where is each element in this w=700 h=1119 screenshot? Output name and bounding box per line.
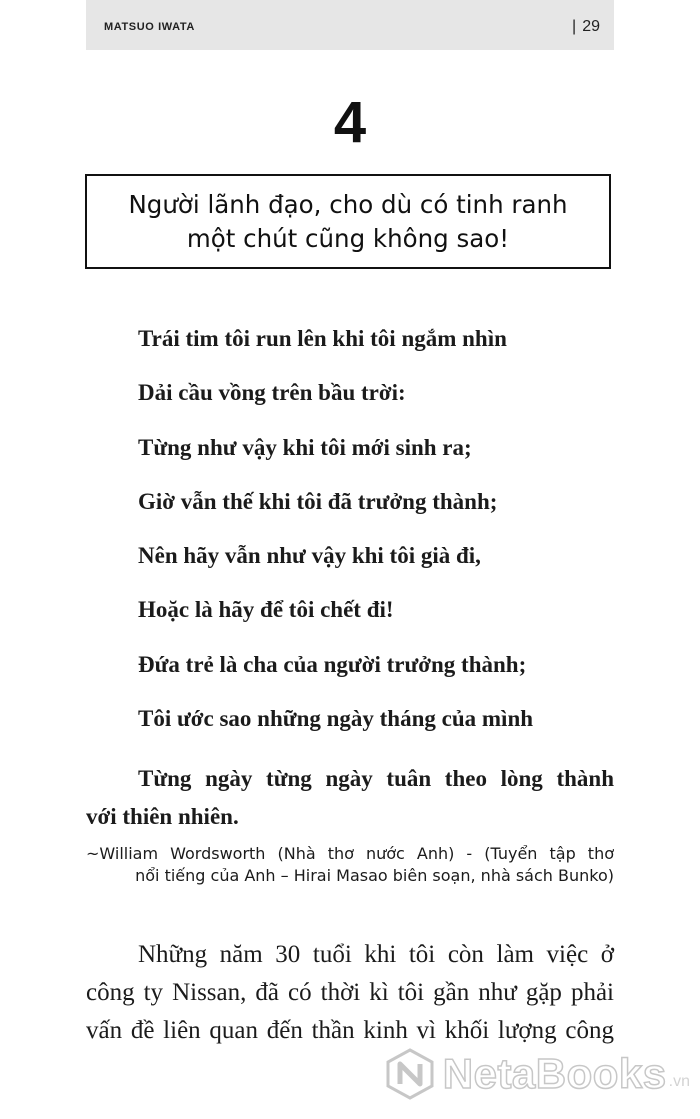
poem-line: Tôi ước sao những ngày tháng của mình bbox=[138, 706, 534, 732]
neta-n-hexagon-icon bbox=[383, 1047, 437, 1101]
body-line: công ty Nissan, đã có thời kì tôi gần như gặp phải bbox=[86, 979, 614, 1006]
poem-line: Trái tim tôi run lên khi tôi ngắm nhìn bbox=[138, 326, 507, 351]
netabooks-watermark bbox=[383, 1047, 690, 1101]
watermark-brand: NetaBooks bbox=[442, 1050, 667, 1097]
poem-line: Hoặc là hãy để tôi chết đi! bbox=[138, 597, 394, 623]
poem-line: Từng như vậy khi tôi mới sinh ra; bbox=[138, 434, 472, 460]
chapter-title-box bbox=[85, 174, 611, 269]
body-line: Những năm 30 tuổi khi tôi còn làm việc ở bbox=[138, 941, 614, 968]
poem-line: Từng ngày từng ngày tuân theo lòng thành bbox=[138, 766, 614, 791]
citation-line: nổi tiếng của Anh – Hirai Masao biên soạn, nhà sách Bunko) bbox=[135, 866, 614, 885]
chapter-title-line: một chút cũng không sao! bbox=[186, 223, 510, 253]
poem-citation bbox=[86, 843, 614, 887]
poem-line: Đứa trẻ là cha của người trưởng thành; bbox=[138, 651, 527, 677]
citation-line: ~William Wordsworth (Nhà thơ nước Anh) - (Tuyển tập thơ bbox=[86, 844, 614, 863]
running-header bbox=[86, 0, 614, 50]
poem bbox=[138, 322, 533, 756]
poem-line: Giờ vẫn thế khi tôi đã trưởng thành; bbox=[138, 488, 498, 514]
poem-line: với thiên nhiên. bbox=[86, 804, 239, 829]
body-paragraph bbox=[86, 936, 614, 1050]
body-line: vấn đề liên quan đến thần kinh vì khối lượng công bbox=[86, 1017, 614, 1044]
watermark-suffix: .vn bbox=[668, 1073, 690, 1090]
chapter-title-line: Người lãnh đạo, cho dù có tinh ranh bbox=[128, 189, 568, 219]
header-separator: | bbox=[572, 18, 577, 35]
header-author: MATSUO IWATA bbox=[104, 21, 195, 33]
header-page-number bbox=[572, 18, 600, 36]
poem-line: Dải cầu vồng trên bầu trời: bbox=[138, 380, 406, 406]
chapter-number: 4 bbox=[333, 90, 367, 155]
page-number: 29 bbox=[582, 18, 600, 35]
poem-line: Nên hãy vẫn như vậy khi tôi già đi, bbox=[138, 543, 481, 569]
poem-final-stanza bbox=[86, 760, 614, 836]
